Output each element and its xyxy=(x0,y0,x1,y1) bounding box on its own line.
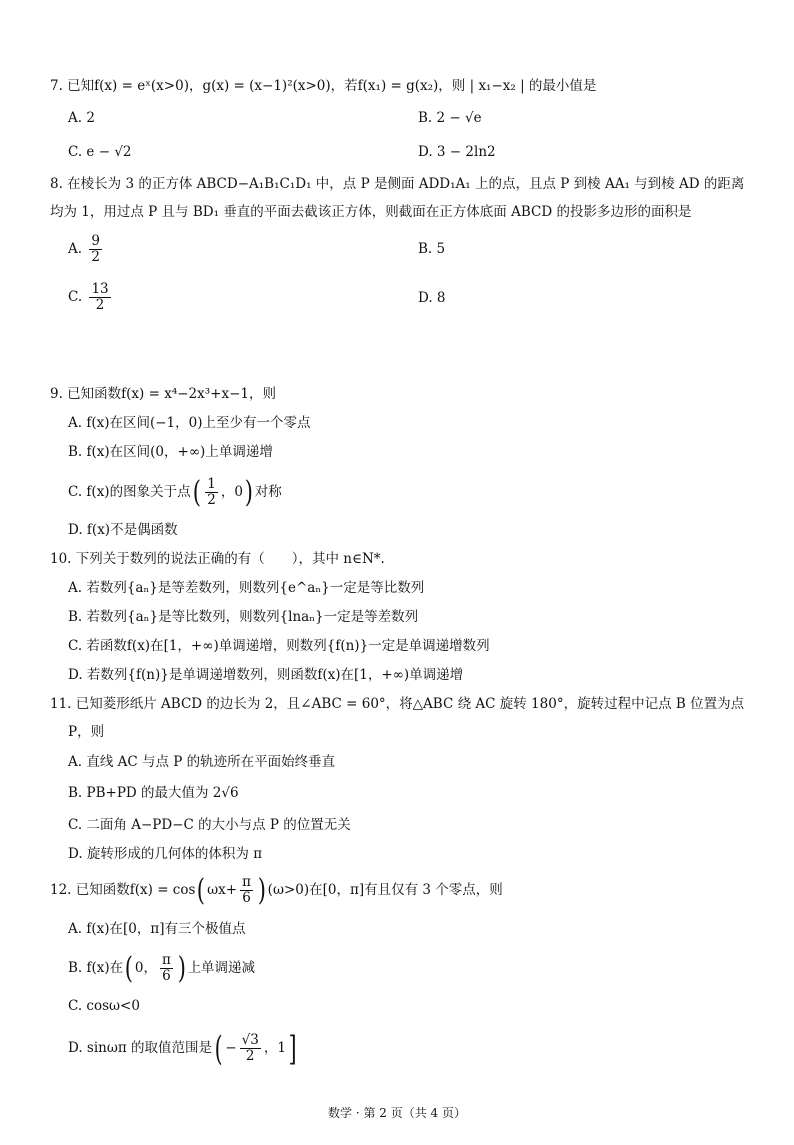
q12-option-b: B. f(x)在( 0， $\frac{\pi}{6}$ ) 上单调递减 xyxy=(68,950,256,986)
q10-stem: 10. 下列关于数列的说法正确的有（ ），其中 n∈N*. xyxy=(50,551,385,567)
q12-option-d: D. sinωπ 的取值范围是( − $\frac{√3}{2}$ ，1] xyxy=(68,1028,297,1069)
q11-option-c: C. 二面角 A−PD−C 的大小与点 P 的位置无关 xyxy=(68,817,351,833)
q10-option-b: B. 若数列{aₙ}是等比数列，则数列{lnaₙ}一定是等差数列 xyxy=(68,609,419,625)
q12-option-c: C. cosω<0 xyxy=(68,998,140,1014)
q8-option-c-label: C. xyxy=(68,289,83,305)
q12-option-b-denominator: 6 xyxy=(162,968,171,984)
q8-stem-line1: 8. 在棱长为 3 的正方体 ABCD−A₁B₁C₁D₁ 中，点 P 是侧面 ADD₁A₁ 上的点，且点 P 到棱 AA₁ 与到棱 AD 的距离 xyxy=(50,176,745,192)
q11-stem-line1: 11. 已知菱形纸片 ABCD 的边长为 2，且∠ABC = 60°，将△ABC 绕 AC 旋转 180°，旋转过程中记点 B 位置为点 xyxy=(50,696,745,712)
q9-option-c-fraction xyxy=(205,477,218,508)
q12-option-d-suffix: ，1 xyxy=(263,1040,286,1056)
q10-option-c: C. 若函数f(x)在[1，+∞)单调递增，则数列{f(n)}一定是单调递增数列 xyxy=(68,638,490,654)
q9-option-c: C. f(x)的图象关于点( $\frac{1}{2}$ ，0) 对称 xyxy=(68,474,282,510)
q8-option-b: B. 5 xyxy=(418,241,446,257)
q11-option-b: B. PB+PD 的最大值为 2√6 xyxy=(68,785,239,801)
q10-option-d: D. 若数列{f(n)}是单调递增数列，则函数f(x)在[1，+∞)单调递增 xyxy=(68,667,464,683)
q8-option-c-denominator: 2 xyxy=(95,297,105,313)
q9-option-a: A. f(x)在区间(−1，0)上至少有一个零点 xyxy=(68,415,311,431)
q11-option-a: A. 直线 AC 与点 P 的轨迹所在平面始终垂直 xyxy=(68,754,336,770)
q8-option-a xyxy=(68,232,105,266)
q9-option-c-suffix: 对称 xyxy=(254,484,282,500)
q9-option-c-prefix: C. f(x)的图象关于点 xyxy=(68,484,191,500)
q7-option-d: D. 3 − 2ln2 xyxy=(418,144,496,160)
q9-option-b: B. f(x)在区间(0，+∞)上单调递增 xyxy=(68,444,273,460)
q12-stem-prefix: 12. 已知函数f(x) = cos xyxy=(50,882,196,898)
q12-option-d-prefix: D. sinωπ 的取值范围是 xyxy=(68,1040,213,1056)
q12-option-b-fraction xyxy=(160,953,173,984)
q12-stem-fraction xyxy=(240,875,253,906)
q11-stem-line2: P，则 xyxy=(68,724,105,740)
q9-stem: 9. 已知函数f(x) = x⁴−2x³+x−1，则 xyxy=(50,386,276,402)
q8-option-a-label: A. xyxy=(68,241,83,257)
q9-option-c-middle: ，0 xyxy=(220,484,243,500)
q12-stem-suffix: (ω>0)在[0，π]有且仅有 3 个零点，则 xyxy=(267,882,503,898)
q8-option-a-denominator: 2 xyxy=(91,249,100,265)
q10-option-a: A. 若数列{aₙ}是等差数列，则数列{e^aₙ}一定是等比数列 xyxy=(68,580,425,596)
q8-option-c-numerator: 13 xyxy=(91,281,109,297)
q12-option-d-minus: − xyxy=(225,1040,237,1056)
q12-option-b-suffix: 上单调递减 xyxy=(187,960,256,976)
q8-option-a-fraction xyxy=(89,234,102,265)
q12-stem-numerator: π xyxy=(242,874,251,890)
q7-option-b: B. 2 − √e xyxy=(418,110,482,126)
q8-option-c xyxy=(68,280,114,314)
page-footer: 数学 · 第 2 页（共 4 页） xyxy=(328,1106,466,1120)
q9-option-c-denominator: 2 xyxy=(207,492,216,508)
q8-option-c-fraction xyxy=(89,282,110,313)
q12-option-b-inner: 0， xyxy=(134,960,157,976)
q12-option-d-numerator: √3 xyxy=(241,1032,259,1048)
q12-option-b-prefix: B. f(x)在 xyxy=(68,960,124,976)
q12-option-d-fraction xyxy=(240,1033,261,1064)
q12-option-b-numerator: π xyxy=(161,952,171,968)
q12-stem-denominator: 6 xyxy=(242,890,251,906)
q8-option-a-numerator: 9 xyxy=(91,233,100,249)
q11-option-d: D. 旋转形成的几何体的体积为 π xyxy=(68,846,263,862)
q7-option-c: C. e − √2 xyxy=(68,144,132,160)
q12-option-a: A. f(x)在[0，π]有三个极值点 xyxy=(68,921,246,937)
q8-stem-line2: 均为 1，用过点 P 且与 BD₁ 垂直的平面去截该正方体，则截面在正方体底面 ABCD 的投影多边形的面积是 xyxy=(50,204,692,220)
q12-stem-inner: ωx+ xyxy=(207,882,238,898)
q9-option-d: D. f(x)不是偶函数 xyxy=(68,522,178,538)
q8-option-d: D. 8 xyxy=(418,290,446,306)
q7-option-a: A. 2 xyxy=(68,110,95,126)
q12-stem: 12. 已知函数f(x) = cos( ωx+ $\frac{\pi}{6}$ ) (ω>0)在[0，π]有且仅有 3 个零点，则 xyxy=(50,872,503,908)
q9-option-c-numerator: 1 xyxy=(207,476,216,492)
q12-option-d-denominator: 2 xyxy=(245,1048,255,1064)
q7-stem: 7. 已知f(x) = eˣ(x>0)，g(x) = (x−1)²(x>0)，若f(x₁) = g(x₂)，则 | x₁−x₂ | 的最小值是 xyxy=(50,78,597,94)
